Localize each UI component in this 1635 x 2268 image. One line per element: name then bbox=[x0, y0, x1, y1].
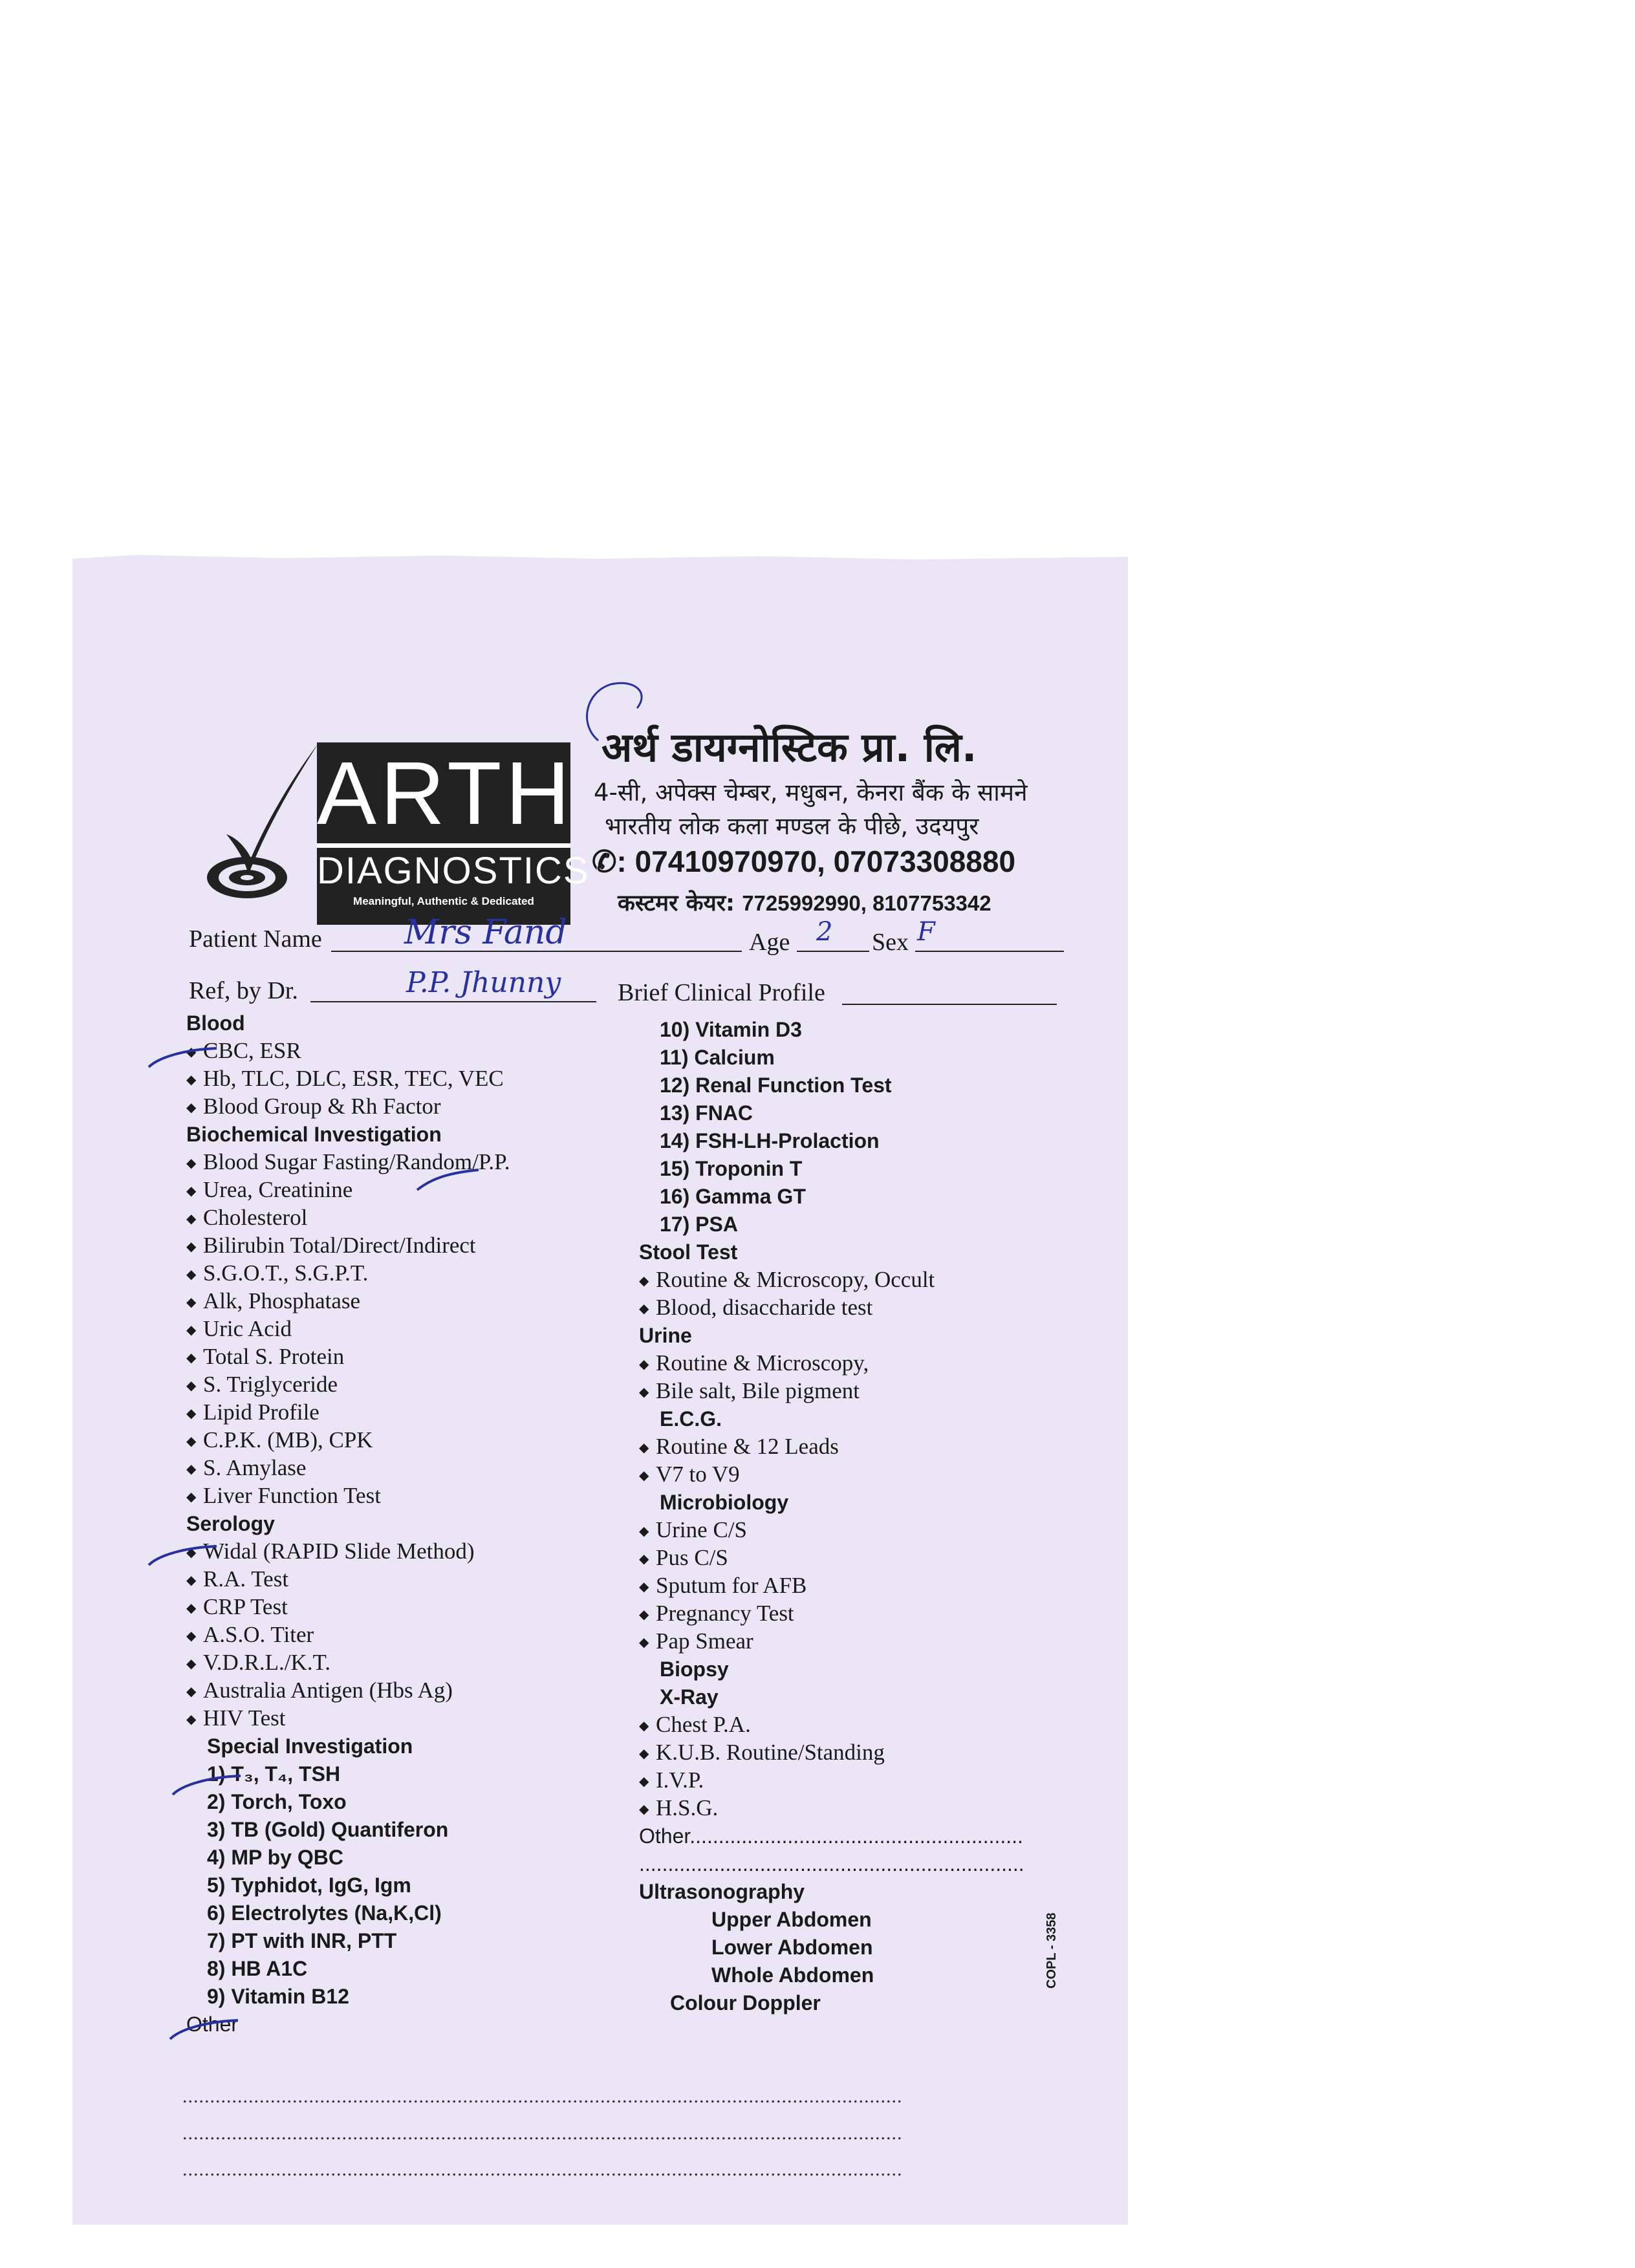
test-label: I.V.P. bbox=[656, 1767, 704, 1793]
test-item bbox=[639, 1043, 1024, 1071]
test-label: V7 to V9 bbox=[656, 1462, 740, 1487]
test-item bbox=[639, 1711, 1024, 1738]
test-item bbox=[639, 1516, 1024, 1544]
test-item bbox=[639, 1154, 1024, 1182]
section-heading: 13) FNAC bbox=[660, 1101, 753, 1125]
phone-numbers bbox=[592, 844, 1015, 879]
test-label: Cholesterol bbox=[203, 1205, 308, 1230]
test-item bbox=[186, 1009, 510, 1037]
section-heading: 1) T₃, T₄, TSH bbox=[207, 1762, 341, 1786]
test-label: ................................................................... bbox=[639, 1852, 1024, 1875]
test-item bbox=[186, 1815, 510, 1843]
section-heading: 15) Troponin T bbox=[660, 1157, 803, 1180]
test-item bbox=[639, 1766, 1024, 1794]
test-label: Liver Function Test bbox=[203, 1483, 381, 1508]
other-line-3[interactable]: ................................................................................................................................... bbox=[182, 2159, 903, 2180]
section-heading: 9) Vitamin B12 bbox=[207, 1985, 349, 2008]
test-item bbox=[186, 1426, 510, 1454]
test-item bbox=[639, 1266, 1024, 1293]
test-item bbox=[639, 1488, 1024, 1516]
test-item bbox=[186, 1982, 510, 2010]
form-code: COPL - 3358 bbox=[1045, 1912, 1059, 1989]
bullet-diamond-icon: ◆ bbox=[186, 1685, 197, 1700]
checkmark-random-icon bbox=[414, 1167, 485, 1193]
test-item bbox=[186, 1593, 510, 1621]
bullet-diamond-icon: ◆ bbox=[186, 1295, 197, 1310]
bullet-diamond-icon: ◆ bbox=[639, 1302, 649, 1317]
section-heading: 3) TB (Gold) Quantiferon bbox=[207, 1818, 449, 1841]
test-item bbox=[186, 1648, 510, 1676]
test-item bbox=[639, 1683, 1024, 1711]
address-line-2: भारतीय लोक कला मण्डल के पीछे, उदयपुर bbox=[605, 812, 979, 840]
test-label: CRP Test bbox=[203, 1594, 288, 1619]
test-item bbox=[186, 1732, 510, 1760]
ref-doctor-value[interactable]: P.P. Jhunny bbox=[406, 966, 561, 999]
test-label: CBC, ESR bbox=[203, 1038, 301, 1063]
bullet-diamond-icon: ◆ bbox=[639, 1385, 649, 1400]
ref-doctor-line bbox=[310, 1001, 596, 1002]
bullet-diamond-icon: ◆ bbox=[186, 1712, 197, 1727]
test-label: S.G.O.T., S.G.P.T. bbox=[203, 1260, 369, 1286]
test-item bbox=[639, 1738, 1024, 1766]
test-item bbox=[186, 1899, 510, 1927]
test-label: Pus C/S bbox=[656, 1545, 728, 1570]
test-label: Sputum for AFB bbox=[656, 1573, 807, 1598]
test-label: Blood Sugar Fasting/Random/P.P. bbox=[203, 1149, 510, 1174]
age-label: Age bbox=[749, 929, 790, 956]
bullet-diamond-icon: ◆ bbox=[639, 1441, 649, 1456]
bullet-diamond-icon: ◆ bbox=[639, 1719, 649, 1734]
test-label: Lipid Profile bbox=[203, 1399, 319, 1425]
left-test-list bbox=[186, 1009, 510, 2038]
bullet-diamond-icon: ◆ bbox=[186, 1073, 197, 1088]
section-heading: Urine bbox=[639, 1324, 692, 1347]
phone-icon: ✆ bbox=[592, 845, 617, 878]
test-item bbox=[186, 1954, 510, 1982]
test-label: HIV Test bbox=[203, 1705, 286, 1731]
section-heading: X-Ray bbox=[660, 1685, 719, 1709]
clinical-profile-label: Brief Clinical Profile bbox=[618, 979, 825, 1006]
test-label: A.S.O. Titer bbox=[203, 1622, 314, 1647]
test-item bbox=[186, 1565, 510, 1593]
test-item bbox=[186, 1843, 510, 1871]
test-item bbox=[186, 1482, 510, 1509]
test-label: Routine & Microscopy, Occult bbox=[656, 1267, 935, 1292]
bullet-diamond-icon: ◆ bbox=[186, 1490, 197, 1505]
bullet-diamond-icon: ◆ bbox=[186, 1434, 197, 1449]
test-item bbox=[639, 1238, 1024, 1266]
section-heading: Upper Abdomen bbox=[711, 1908, 872, 1931]
age-line bbox=[797, 951, 869, 952]
test-item bbox=[639, 1544, 1024, 1571]
sex-line bbox=[915, 951, 1064, 952]
test-item bbox=[639, 1822, 1024, 1850]
test-item bbox=[639, 1933, 1024, 1961]
test-label: Urea, Creatinine bbox=[203, 1177, 353, 1202]
test-label: R.A. Test bbox=[203, 1566, 289, 1592]
bullet-diamond-icon: ◆ bbox=[639, 1802, 649, 1817]
test-item bbox=[186, 1092, 510, 1120]
brand-name: ARTH bbox=[317, 744, 574, 843]
test-item bbox=[639, 1210, 1024, 1238]
section-heading: 5) Typhidot, IgG, Igm bbox=[207, 1874, 411, 1897]
checkmark-cbc-icon bbox=[146, 1044, 223, 1070]
checkmark-widal-icon bbox=[146, 1542, 223, 1568]
section-heading: 8) HB A1C bbox=[207, 1957, 308, 1980]
bullet-diamond-icon: ◆ bbox=[639, 1608, 649, 1623]
other-line-1[interactable]: ................................................................................................................................... bbox=[182, 2086, 903, 2107]
brand-tagline: Meaningful, Authentic & Dedicated bbox=[353, 895, 534, 907]
customer-care-numbers: 7725992990, 8107753342 bbox=[742, 891, 991, 915]
test-label: Pregnancy Test bbox=[656, 1601, 794, 1626]
title-handwritten-circle bbox=[572, 679, 708, 750]
test-item bbox=[639, 1905, 1024, 1933]
test-label: K.U.B. Routine/Standing bbox=[656, 1740, 885, 1765]
test-label: Urine C/S bbox=[656, 1517, 747, 1542]
brand-divider bbox=[317, 843, 570, 848]
age-value[interactable]: 2 bbox=[816, 917, 833, 947]
bullet-diamond-icon: ◆ bbox=[186, 1601, 197, 1616]
section-heading: Biochemical Investigation bbox=[186, 1123, 442, 1146]
test-label: Uric Acid bbox=[203, 1316, 292, 1341]
test-label: Other.......................................................... bbox=[639, 1824, 1023, 1848]
test-item bbox=[639, 1655, 1024, 1683]
section-heading: Stool Test bbox=[639, 1240, 738, 1264]
test-item bbox=[186, 1287, 510, 1315]
bullet-diamond-icon: ◆ bbox=[186, 1379, 197, 1394]
patient-name-value[interactable]: Mrs Fand bbox=[404, 913, 567, 952]
section-heading: Whole Abdomen bbox=[711, 1963, 874, 1987]
section-heading: Ultrasonography bbox=[639, 1880, 805, 1903]
test-label: Alk, Phosphatase bbox=[203, 1288, 361, 1313]
test-item bbox=[639, 1571, 1024, 1599]
customer-care bbox=[618, 887, 991, 918]
test-item bbox=[186, 1621, 510, 1648]
test-label: Bilirubin Total/Direct/Indirect bbox=[203, 1233, 476, 1258]
bullet-diamond-icon: ◆ bbox=[639, 1747, 649, 1762]
bullet-diamond-icon: ◆ bbox=[186, 1351, 197, 1366]
test-label: Blood, disaccharide test bbox=[656, 1295, 873, 1320]
test-item bbox=[639, 1071, 1024, 1099]
bullet-diamond-icon: ◆ bbox=[186, 1407, 197, 1421]
test-item bbox=[186, 1509, 510, 1537]
test-item bbox=[186, 1927, 510, 1954]
other-line-2[interactable]: ................................................................................................................................... bbox=[182, 2122, 903, 2144]
bullet-diamond-icon: ◆ bbox=[639, 1469, 649, 1484]
test-item bbox=[639, 1850, 1024, 1877]
test-label: Routine & 12 Leads bbox=[656, 1434, 839, 1459]
section-heading: 2) Torch, Toxo bbox=[207, 1790, 347, 1813]
test-label: Australia Antigen (Hbs Ag) bbox=[203, 1678, 453, 1703]
section-heading: Lower Abdomen bbox=[711, 1936, 873, 1959]
test-item bbox=[639, 1127, 1024, 1154]
test-item bbox=[186, 1259, 510, 1287]
bullet-diamond-icon: ◆ bbox=[186, 1546, 197, 1561]
bullet-diamond-icon: ◆ bbox=[186, 1156, 197, 1171]
bullet-diamond-icon: ◆ bbox=[186, 1101, 197, 1116]
test-item bbox=[639, 1877, 1024, 1905]
section-heading: Blood bbox=[186, 1011, 245, 1035]
test-item bbox=[639, 1989, 1024, 2016]
test-item bbox=[186, 1204, 510, 1231]
section-heading: 11) Calcium bbox=[660, 1046, 775, 1069]
test-item bbox=[639, 1015, 1024, 1043]
test-item bbox=[186, 1871, 510, 1899]
test-item bbox=[186, 1370, 510, 1398]
test-item bbox=[639, 1182, 1024, 1210]
test-label: Bile salt, Bile pigment bbox=[656, 1378, 860, 1403]
test-label: Routine & Microscopy, bbox=[656, 1350, 869, 1376]
test-label: V.D.R.L./K.T. bbox=[203, 1650, 331, 1675]
bullet-diamond-icon: ◆ bbox=[639, 1274, 649, 1289]
test-item bbox=[639, 1293, 1024, 1321]
bullet-diamond-icon: ◆ bbox=[186, 1240, 197, 1255]
test-item bbox=[186, 1537, 510, 1565]
test-item bbox=[639, 1405, 1024, 1432]
test-label: S. Amylase bbox=[203, 1455, 307, 1480]
phone-numbers-text: : 07410970970, 07073308880 bbox=[616, 845, 1016, 878]
bullet-diamond-icon: ◆ bbox=[186, 1573, 197, 1588]
test-item bbox=[186, 1343, 510, 1370]
section-heading: E.C.G. bbox=[660, 1407, 722, 1431]
test-label: Chest P.A. bbox=[656, 1712, 751, 1737]
section-heading: 12) Renal Function Test bbox=[660, 1074, 892, 1097]
test-label: S. Triglyceride bbox=[203, 1372, 338, 1397]
bullet-diamond-icon: ◆ bbox=[186, 1268, 197, 1282]
bullet-diamond-icon: ◆ bbox=[186, 1212, 197, 1227]
customer-care-label: कस्टमर केयर: bbox=[618, 891, 735, 916]
test-label: Pap Smear bbox=[656, 1628, 753, 1654]
test-item bbox=[186, 1704, 510, 1732]
test-item bbox=[639, 1460, 1024, 1488]
test-label: H.S.G. bbox=[656, 1795, 719, 1820]
ref-doctor-label: Ref, by Dr. bbox=[189, 977, 298, 1004]
patient-name-label: Patient Name bbox=[189, 925, 322, 953]
test-item bbox=[186, 1454, 510, 1482]
test-item bbox=[186, 1037, 510, 1064]
test-item bbox=[639, 1377, 1024, 1405]
test-item bbox=[639, 1321, 1024, 1349]
test-item bbox=[639, 1349, 1024, 1377]
test-item bbox=[186, 1064, 510, 1092]
bullet-diamond-icon: ◆ bbox=[639, 1524, 649, 1539]
sex-label: Sex bbox=[872, 929, 909, 956]
bullet-diamond-icon: ◆ bbox=[186, 1657, 197, 1672]
sex-value[interactable]: F bbox=[917, 917, 935, 947]
target-check-logo-icon bbox=[200, 740, 323, 909]
section-heading: Serology bbox=[186, 1512, 275, 1535]
test-item bbox=[186, 1315, 510, 1343]
test-item bbox=[186, 1120, 510, 1148]
section-heading: 14) FSH-LH-Prolaction bbox=[660, 1129, 880, 1152]
section-heading: 10) Vitamin D3 bbox=[660, 1018, 802, 1041]
section-heading: Biopsy bbox=[660, 1658, 729, 1681]
checkmark-b12-icon bbox=[167, 2016, 244, 2042]
section-heading: Microbiology bbox=[660, 1491, 789, 1514]
address-line-1: 4-सी, अपेक्स चेम्बर, मधुबन, केनरा बैंक के सामने bbox=[594, 779, 1028, 806]
bullet-diamond-icon: ◆ bbox=[639, 1636, 649, 1650]
test-label: Other bbox=[186, 2013, 239, 2036]
test-label: Total S. Protein bbox=[203, 1344, 345, 1369]
bullet-diamond-icon: ◆ bbox=[639, 1580, 649, 1595]
bullet-diamond-icon: ◆ bbox=[186, 1045, 197, 1060]
checkmark-t3-icon bbox=[169, 1772, 247, 1798]
test-label: Blood Group & Rh Factor bbox=[203, 1094, 441, 1119]
test-item bbox=[639, 1432, 1024, 1460]
section-heading: Special Investigation bbox=[207, 1734, 413, 1758]
brand-subname: DIAGNOSTICS bbox=[317, 850, 590, 892]
section-heading: Colour Doppler bbox=[670, 1991, 821, 2014]
company-title-hindi: अर्थ डायग्नोस्टिक प्रा. लि. bbox=[601, 724, 977, 771]
test-item bbox=[639, 1961, 1024, 1989]
section-heading: 7) PT with INR, PTT bbox=[207, 1929, 397, 1952]
clinical-profile-line bbox=[842, 1004, 1057, 1005]
section-heading: 17) PSA bbox=[660, 1213, 738, 1236]
test-label: Hb, TLC, DLC, ESR, TEC, VEC bbox=[203, 1066, 504, 1091]
bullet-diamond-icon: ◆ bbox=[639, 1357, 649, 1372]
section-heading: 16) Gamma GT bbox=[660, 1185, 806, 1208]
bullet-diamond-icon: ◆ bbox=[186, 1184, 197, 1199]
bullet-diamond-icon: ◆ bbox=[639, 1552, 649, 1567]
bullet-diamond-icon: ◆ bbox=[186, 1323, 197, 1338]
section-heading: 6) Electrolytes (Na,K,Cl) bbox=[207, 1901, 442, 1925]
bullet-diamond-icon: ◆ bbox=[186, 1462, 197, 1477]
test-item bbox=[186, 1398, 510, 1426]
test-item bbox=[639, 1099, 1024, 1127]
bullet-diamond-icon: ◆ bbox=[639, 1775, 649, 1789]
right-test-list bbox=[639, 1015, 1024, 2016]
test-item bbox=[639, 1627, 1024, 1655]
bullet-diamond-icon: ◆ bbox=[186, 1629, 197, 1644]
brand-logo-box bbox=[317, 742, 590, 925]
test-item bbox=[186, 1676, 510, 1704]
test-label: C.P.K. (MB), CPK bbox=[203, 1427, 373, 1453]
test-item bbox=[186, 1231, 510, 1259]
section-heading: 4) MP by QBC bbox=[207, 1846, 343, 1869]
test-item bbox=[639, 1794, 1024, 1822]
test-label: Widal (RAPID Slide Method) bbox=[203, 1539, 475, 1564]
test-item bbox=[639, 1599, 1024, 1627]
